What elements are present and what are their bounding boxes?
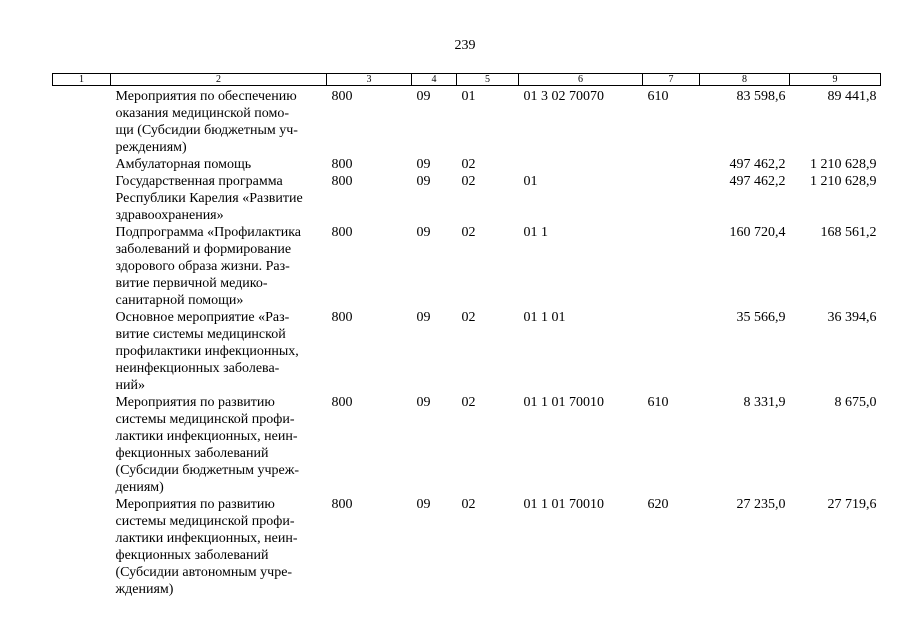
ministry-code-cell: 800: [331, 174, 353, 189]
row-index-cell: [53, 86, 111, 157]
ministry-code-cell: 800: [331, 89, 353, 104]
column-number-1: 1: [53, 74, 111, 86]
table-row: [53, 394, 881, 496]
ministry-code-cell: 800: [331, 395, 353, 410]
expense-type-code-cell: 620: [647, 497, 669, 512]
table-row: [53, 224, 881, 309]
ministry-code-cell: 800: [331, 497, 353, 512]
amount-year-2-cell: 1 210 628,9: [810, 157, 877, 172]
expense-type-code-cell: 610: [647, 89, 669, 104]
row-index-cell: [53, 224, 111, 309]
amount-year-1-cell: 35 566,9: [736, 310, 786, 325]
subsection-code-cell: 02: [461, 174, 476, 189]
section-code-cell: 09: [416, 89, 431, 104]
page-number: 239: [454, 38, 476, 53]
table-row: [53, 496, 881, 598]
column-number-4: 4: [412, 74, 457, 86]
subsection-code-cell: 02: [461, 225, 476, 240]
target-article-code-cell: 01 1 01 70010: [523, 395, 604, 410]
amount-year-2-cell: 8 675,0: [834, 395, 877, 410]
expense-name-cell: Основное мероприятие «Раз- витие системы медицинской профилактики инфекционных, неинфекционных заболева- ний»: [115, 310, 299, 393]
expense-type-code-cell: 610: [647, 395, 669, 410]
column-number-3: 3: [327, 74, 412, 86]
target-article-code-cell: 01 1 01 70010: [523, 497, 604, 512]
amount-year-1-cell: 497 462,2: [729, 157, 786, 172]
section-code-cell: 09: [416, 174, 431, 189]
amount-year-1-cell: 160 720,4: [729, 225, 786, 240]
expense-name-cell: Подпрограмма «Профилактика заболеваний и формирование здорового образа жизни. Раз- витие первичной медико- санитарной помощи»: [115, 225, 302, 308]
table-row: [53, 86, 881, 157]
table-row: [53, 173, 881, 224]
subsection-code-cell: 02: [461, 395, 476, 410]
expense-type-code-cell: [643, 224, 700, 309]
amount-year-2-cell: 168 561,2: [820, 225, 877, 240]
column-number-7: 7: [643, 74, 700, 86]
ministry-code-cell: 800: [331, 310, 353, 325]
amount-year-1-cell: 27 235,0: [736, 497, 786, 512]
row-index-cell: [53, 309, 111, 394]
expense-type-code-cell: [643, 156, 700, 173]
target-article-code-cell: [519, 156, 643, 173]
target-article-code-cell: 01 1: [523, 225, 548, 240]
expense-name-cell: Амбулаторная помощь: [115, 157, 252, 172]
expense-name-cell: Государственная программа Республики Карелия «Развитие здравоохранения»: [115, 174, 303, 223]
table-body: [53, 86, 881, 599]
column-number-6: 6: [519, 74, 643, 86]
column-number-5: 5: [457, 74, 519, 86]
subsection-code-cell: 02: [461, 310, 476, 325]
subsection-code-cell: 02: [461, 157, 476, 172]
expense-name-cell: Мероприятия по обеспечению оказания медицинской помо- щи (Субсидии бюджетным уч- реждениям): [115, 89, 298, 155]
row-index-cell: [53, 173, 111, 224]
table-row: [53, 156, 881, 173]
row-index-cell: [53, 394, 111, 496]
section-code-cell: 09: [416, 310, 431, 325]
expense-name-cell: Мероприятия по развитию системы медицинской профи- лактики инфекционных, неин- фекционных заболеваний (Субсидии автономным учре- ждениям): [115, 497, 298, 597]
section-code-cell: 09: [416, 157, 431, 172]
target-article-code-cell: 01 3 02 70070: [523, 89, 604, 104]
section-code-cell: 09: [416, 395, 431, 410]
section-code-cell: 09: [416, 225, 431, 240]
amount-year-2-cell: 1 210 628,9: [810, 174, 877, 189]
table-row: [53, 309, 881, 394]
section-code-cell: 09: [416, 497, 431, 512]
subsection-code-cell: 01: [461, 89, 476, 104]
amount-year-2-cell: 27 719,6: [827, 497, 877, 512]
column-number-8: 8: [700, 74, 790, 86]
column-number-2: 2: [111, 74, 327, 86]
row-index-cell: [53, 496, 111, 598]
amount-year-2-cell: 89 441,8: [827, 89, 877, 104]
amount-year-2-cell: 36 394,6: [827, 310, 877, 325]
subsection-code-cell: 02: [461, 497, 476, 512]
amount-year-1-cell: 497 462,2: [729, 174, 786, 189]
expense-type-code-cell: [643, 309, 700, 394]
column-number-9: 9: [790, 74, 881, 86]
target-article-code-cell: 01: [523, 174, 538, 189]
amount-year-1-cell: 8 331,9: [743, 395, 786, 410]
amount-year-1-cell: 83 598,6: [736, 89, 786, 104]
expense-type-code-cell: [643, 173, 700, 224]
column-number-row: [53, 74, 881, 86]
ministry-code-cell: 800: [331, 225, 353, 240]
target-article-code-cell: 01 1 01: [523, 310, 566, 325]
expense-name-cell: Мероприятия по развитию системы медицинской профи- лактики инфекционных, неин- фекционных заболеваний (Субсидии бюджетным учреж- дениям): [115, 395, 300, 495]
ministry-code-cell: 800: [331, 157, 353, 172]
budget-table: [52, 73, 881, 598]
row-index-cell: [53, 156, 111, 173]
